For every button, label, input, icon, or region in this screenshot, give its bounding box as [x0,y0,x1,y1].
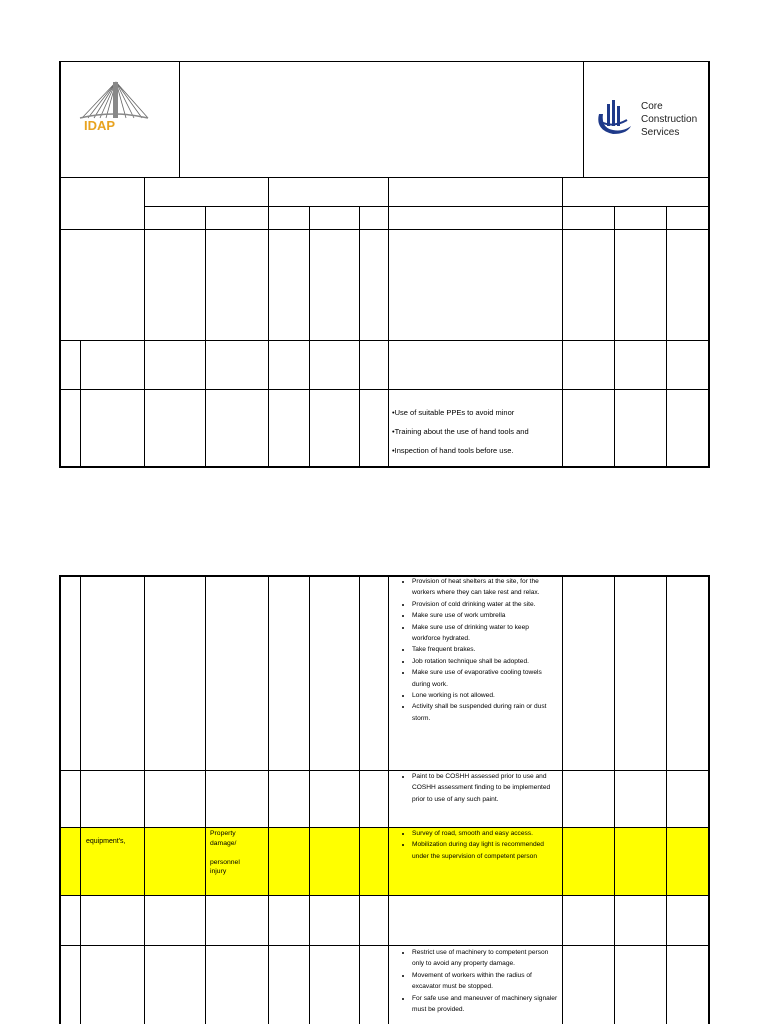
control-item: • Provision of heat shelters at the site, for the workers where they can take rest and relax. [412,576,558,599]
control-item: • For safe use and maneuver of machinery signaler must be provided. [412,993,558,1016]
idap-logo [78,80,150,132]
logo-line-construction: Construction [641,114,698,125]
control-line: •Inspection of hand tools before use. [392,446,514,455]
road-controls [398,828,558,862]
control-item: • Make sure use of drinking water to keep workforce hydrated. [412,622,558,645]
consequence-line: damage/ [210,839,237,847]
control-item: • Provision of cold drinking water at the site. [412,599,558,610]
control-item: • Take frequent brakes. [412,644,558,655]
control-line: •Training about the use of hand tools and [392,427,529,436]
consequence-line: Property [210,830,236,837]
activity-cell: equipment's, [86,838,126,845]
consequence-line: injury [210,868,227,875]
heat-controls [398,576,558,724]
idap-logo-text: IDAP [84,118,116,132]
control-item: • Job rotation technique shall be adopted. [412,656,558,667]
logo-line-services: Services [641,127,680,138]
highlighted-row [60,827,709,895]
machinery-controls [398,947,558,1015]
control-item: • Survey of road, smooth and easy access. [412,828,558,839]
core-construction-logo [593,96,705,144]
logo-line-core: Core [641,101,663,112]
control-item: • Restrict use of machinery to competent person only to avoid any property damage. [412,947,558,970]
control-item: • Activity shall be suspended during rain or dust storm. [412,701,558,724]
control-item: • Paint to be COSHH assessed prior to use and COSHH assessment finding to be implemented prior to use of any such paint. [412,771,558,805]
consequence-line: personnel [210,858,240,866]
control-item: • Make sure use of evaporative cooling towels during work. [412,667,558,690]
paint-controls [398,771,558,805]
control-item: • Make sure use of work umbrella [412,610,558,621]
consequence-cell [210,829,240,877]
control-line: •Use of suitable PPEs to avoid minor [392,408,515,417]
control-item: • Movement of workers within the radius of excavator must be stopped. [412,970,558,993]
control-item: • Lone working is not allowed. [412,690,558,701]
control-item: • Mobilization during day light is recommended under the supervision of competent person [412,839,558,862]
hand-tools-controls [392,403,529,460]
ccs-logo-icon [593,98,633,138]
